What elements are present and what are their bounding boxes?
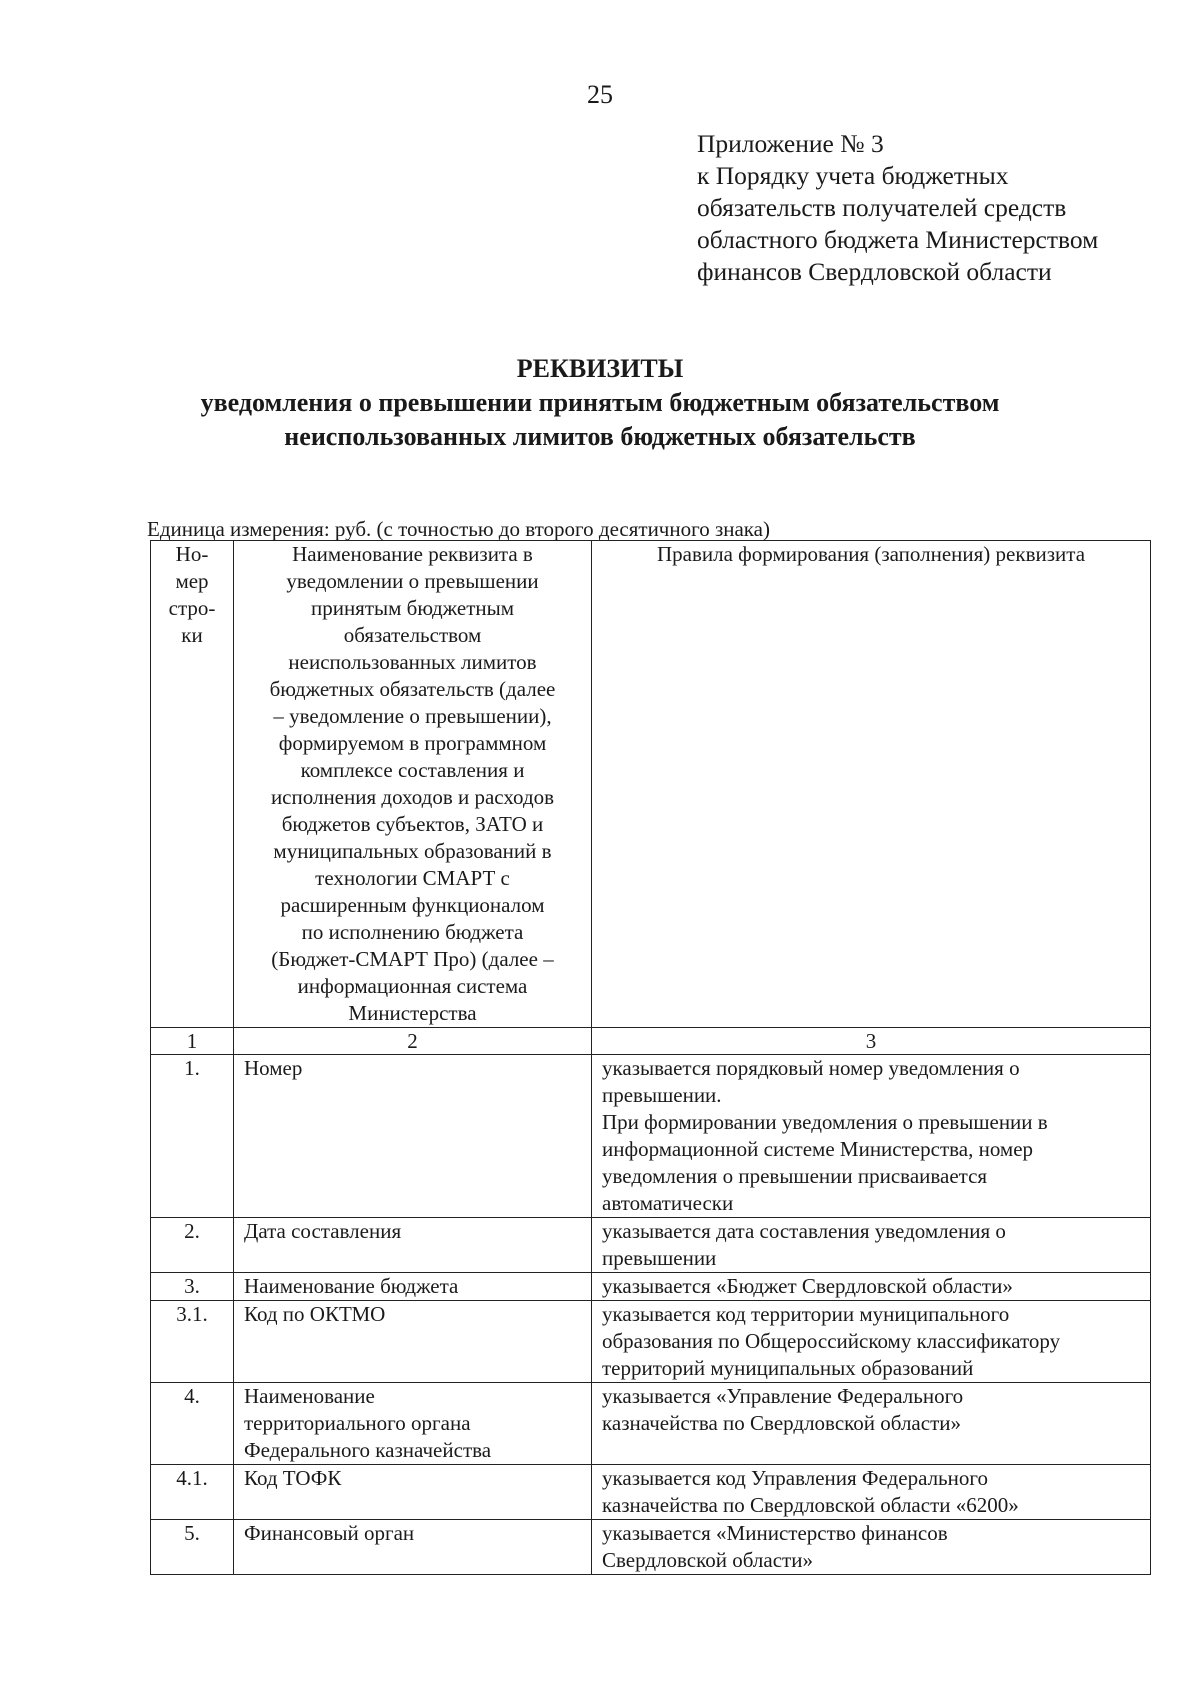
header-requisite-name-line: технологии СМАРТ с — [315, 866, 510, 890]
requisite-name-line: Код по ОКТМО — [244, 1302, 386, 1326]
header-requisite-name-line: Министерства — [348, 1001, 477, 1025]
header-rules: Правила формирования (заполнения) реквизита — [592, 541, 1151, 1028]
requisite-rule-line: указывается код Управления Федерального — [602, 1466, 988, 1490]
title-subtitle-line: уведомления о превышении принятым бюджетным обязательством — [200, 388, 1000, 417]
header-requisite-name-line: Наименование реквизита в — [292, 542, 533, 566]
appendix-reference — [697, 128, 1177, 288]
requisite-rule — [592, 1273, 1151, 1301]
requisite-rule-line: При формировании уведомления о превышении в — [602, 1110, 1048, 1134]
table-header-row — [151, 541, 1151, 1028]
header-requisite-name-line: формируемом в программном — [278, 731, 547, 755]
row-number: 3.1. — [151, 1301, 234, 1383]
table-row — [151, 1301, 1151, 1383]
index-cell: 2 — [234, 1028, 592, 1055]
header-requisite-name-line: – уведомление о превышении), — [273, 704, 552, 728]
table-row — [151, 1383, 1151, 1465]
requisite-rule-line: указывается дата составления уведомления о — [602, 1219, 1006, 1243]
header-requisite-name — [234, 541, 592, 1028]
requisite-rule-line: образования по Общероссийскому классификатору — [602, 1329, 1061, 1353]
requisite-rule-line: информационной системе Министерства, номер — [602, 1137, 1034, 1161]
index-cell: 1 — [151, 1028, 234, 1055]
title-subtitle-line: неиспользованных лимитов бюджетных обязательств — [284, 422, 916, 451]
header-requisite-name-line: бюджетных обязательств (далее — [269, 677, 556, 701]
requisite-rule-line: превышении — [602, 1246, 717, 1270]
requisite-rule-line: указывается «Бюджет Свердловской области» — [602, 1274, 1013, 1298]
requisite-rule-line: автоматически — [602, 1191, 734, 1215]
requisite-name — [234, 1055, 592, 1218]
table-row — [151, 1520, 1151, 1575]
requisite-rule-line: уведомления о превышении присваивается — [602, 1164, 988, 1188]
requisite-name — [234, 1465, 592, 1520]
units-note: Единица измерения: руб. (с точностью до второго десятичного знака) — [147, 517, 770, 541]
table-row — [151, 1055, 1151, 1218]
header-requisite-name-line: информационная система — [297, 974, 528, 998]
requisite-rule — [592, 1383, 1151, 1465]
requisite-name-line: Код ТОФК — [244, 1466, 342, 1490]
requisite-name-line: Федерального казначейства — [244, 1438, 492, 1462]
header-row-number-line: стро- — [168, 596, 216, 620]
requisite-name — [234, 1218, 592, 1273]
row-number: 5. — [151, 1520, 234, 1575]
header-requisite-name-line: расширенным функционалом — [280, 893, 545, 917]
page-number: 25 — [587, 80, 613, 109]
requisites-table — [150, 540, 1151, 1575]
header-row-number-line: ки — [181, 623, 203, 647]
table-row — [151, 1465, 1151, 1520]
row-number: 2. — [151, 1218, 234, 1273]
requisite-rule-line: территорий муниципальных образований — [602, 1356, 974, 1380]
title-main: РЕКВИЗИТЫ — [516, 354, 684, 383]
header-row-number-line: Но- — [175, 542, 209, 566]
header-requisite-name-line: уведомлении о превышении — [286, 569, 539, 593]
header-requisite-name-line: бюджетов субъектов, ЗАТО и — [281, 812, 544, 836]
header-requisite-name-line: принятым бюджетным — [310, 596, 515, 620]
requisite-name-line: территориального органа — [244, 1411, 471, 1435]
table-row — [151, 1218, 1151, 1273]
requisite-rule-line: указывается «Министерство финансов — [602, 1521, 948, 1545]
requisite-rule — [592, 1055, 1151, 1218]
requisite-rule-line: казначейства по Свердловской области «6200» — [602, 1493, 1019, 1517]
requisite-rule-line: превышении. — [602, 1083, 722, 1107]
requisite-name-line: Наименование — [244, 1384, 375, 1408]
requisite-rule — [592, 1301, 1151, 1383]
row-number: 3. — [151, 1273, 234, 1301]
requisite-name-line: Дата составления — [244, 1219, 402, 1243]
requisite-name-line: Номер — [244, 1056, 303, 1080]
appendix-line: обязательств получателей средств — [697, 193, 1067, 222]
header-requisite-name-line: (Бюджет-СМАРТ Про) (далее – — [271, 947, 554, 971]
requisite-rule-line: указывается «Управление Федерального — [602, 1384, 964, 1408]
header-requisite-name-line: по исполнению бюджета — [301, 920, 524, 944]
document-title — [0, 352, 1200, 454]
table-row — [151, 1273, 1151, 1301]
appendix-line: к Порядку учета бюджетных — [697, 161, 1009, 190]
appendix-line: финансов Свердловской области — [697, 257, 1052, 286]
header-requisite-name-line: исполнения доходов и расходов — [270, 785, 555, 809]
requisite-rule-line: указывается порядковый номер уведомления о — [602, 1056, 1020, 1080]
row-number: 1. — [151, 1055, 234, 1218]
header-requisite-name-line: обязательством — [343, 623, 482, 647]
requisite-name — [234, 1273, 592, 1301]
row-number: 4.1. — [151, 1465, 234, 1520]
requisite-rule — [592, 1465, 1151, 1520]
requisite-rule-line: Свердловской области» — [602, 1548, 813, 1572]
requisite-name-line: Наименование бюджета — [244, 1274, 459, 1298]
requisite-rule — [592, 1218, 1151, 1273]
header-row-number — [151, 541, 234, 1028]
requisite-name — [234, 1520, 592, 1575]
requisite-name — [234, 1301, 592, 1383]
requisite-rule — [592, 1520, 1151, 1575]
appendix-line: областного бюджета Министерством — [697, 225, 1099, 254]
row-number: 4. — [151, 1383, 234, 1465]
header-requisite-name-line: муниципальных образований в — [273, 839, 552, 863]
header-row-number-line: мер — [175, 569, 209, 593]
requisite-rule-line: казначейства по Свердловской области» — [602, 1411, 961, 1435]
requisite-name — [234, 1383, 592, 1465]
appendix-line: Приложение № 3 — [697, 129, 884, 158]
requisite-rule-line: указывается код территории муниципального — [602, 1302, 1010, 1326]
header-requisite-name-line: неиспользованных лимитов — [288, 650, 537, 674]
requisite-name-line: Финансовый орган — [244, 1521, 415, 1545]
header-requisite-name-line: комплексе составления и — [300, 758, 525, 782]
index-cell: 3 — [592, 1028, 1151, 1055]
table-index-row — [151, 1028, 1151, 1055]
